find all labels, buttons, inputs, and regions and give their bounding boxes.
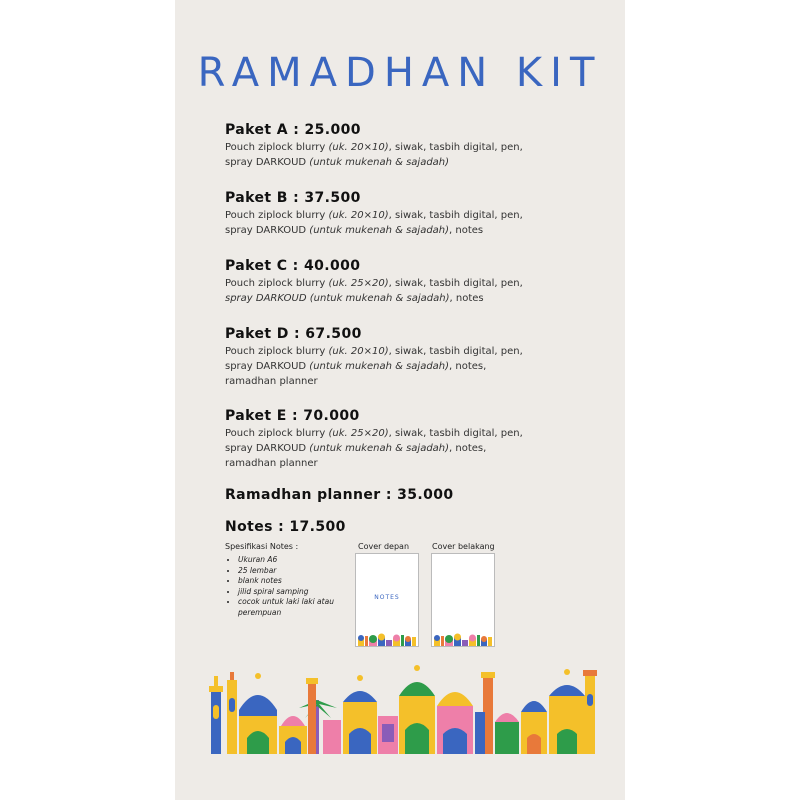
description-line <box>225 344 585 359</box>
notes-cover-text: NOTES <box>374 594 400 601</box>
package-b <box>225 190 585 238</box>
poster-title: RAMADHAN KIT <box>197 50 603 96</box>
description-text: (untuk mukenah & sajadah) <box>309 157 450 168</box>
description-text: , siwak, tasbih digital, pen, <box>388 428 523 439</box>
description-line <box>225 374 585 389</box>
package-description <box>225 208 585 238</box>
description-text: (untuk mukenah & sajadah) <box>309 443 450 454</box>
package-heading: Paket E : 70.000 <box>225 408 360 424</box>
description-text: (uk. 20×10) <box>328 142 389 153</box>
description-text: (uk. 20×10) <box>328 210 389 221</box>
spec-item: • cocok untuk laki laki atau perempuan <box>238 597 358 618</box>
description-line <box>225 223 585 238</box>
description-text: , notes <box>449 293 484 304</box>
description-line <box>225 359 585 374</box>
description-line <box>225 276 585 291</box>
description-text: , siwak, tasbih digital, pen, <box>388 278 523 289</box>
description-text: , siwak, tasbih digital, pen, <box>388 142 523 153</box>
description-line <box>225 426 585 441</box>
description-text: , notes <box>449 225 484 236</box>
package-heading: Paket C : 40.000 <box>225 258 361 274</box>
description-text: Pouch ziplock blurry <box>225 346 329 357</box>
description-text: (untuk mukenah & sajadah) <box>309 361 450 372</box>
description-text: Pouch ziplock blurry <box>225 428 329 439</box>
mini-mosque-skyline <box>432 630 494 646</box>
planner-price: Ramadhan planner : 35.000 <box>225 487 454 503</box>
mini-mosque-skyline <box>356 630 418 646</box>
package-d <box>225 326 585 389</box>
description-text: (uk. 20×10) <box>328 346 389 357</box>
notes-price: Notes : 17.500 <box>225 519 346 535</box>
notes-cover-front <box>355 553 419 647</box>
description-line <box>225 155 585 170</box>
description-line <box>225 208 585 223</box>
package-description <box>225 276 585 306</box>
spec-item: • 25 lembar <box>238 566 358 577</box>
description-text: , notes, <box>449 443 487 454</box>
description-text: (uk. 25×20) <box>328 428 389 439</box>
package-description <box>225 426 585 471</box>
package-description <box>225 140 585 170</box>
description-text: ramadhan planner <box>225 376 318 387</box>
cover-front-label: Cover depan <box>358 542 410 551</box>
poster <box>175 0 625 800</box>
package-c <box>225 258 585 306</box>
spec-item: • Ukuran A6 <box>238 555 358 566</box>
description-text: spray DARKOUD (untuk mukenah & sajadah) <box>225 293 450 304</box>
package-heading: Paket D : 67.500 <box>225 326 362 342</box>
description-text: spray DARKOUD <box>225 443 310 454</box>
description-text: Pouch ziplock blurry <box>225 278 329 289</box>
description-text: spray DARKOUD <box>225 225 310 236</box>
spec-item: • jilid spiral samping <box>238 587 358 598</box>
cover-back-label: Cover belakang <box>432 542 495 551</box>
spec-item: • blank notes <box>238 576 358 587</box>
description-text: Pouch ziplock blurry <box>225 210 329 221</box>
description-text: , siwak, tasbih digital, pen, <box>388 346 523 357</box>
notes-cover-back <box>431 553 495 647</box>
description-text: spray DARKOUD <box>225 361 310 372</box>
package-heading: Paket B : 37.500 <box>225 190 361 206</box>
description-text: , siwak, tasbih digital, pen, <box>388 210 523 221</box>
description-text: spray DARKOUD <box>225 157 310 168</box>
package-e <box>225 408 585 471</box>
description-text: (uk. 25×20) <box>328 278 389 289</box>
package-description <box>225 344 585 389</box>
notes-spec-title: Spesifikasi Notes : <box>225 542 299 551</box>
description-line <box>225 441 585 456</box>
description-line <box>225 456 585 471</box>
description-text: Pouch ziplock blurry <box>225 142 329 153</box>
description-line <box>225 140 585 155</box>
package-a <box>225 122 585 170</box>
package-heading: Paket A : 25.000 <box>225 122 361 138</box>
description-text: ramadhan planner <box>225 458 318 469</box>
notes-spec-list <box>228 555 358 618</box>
description-line <box>225 291 585 306</box>
description-text: (untuk mukenah & sajadah) <box>309 225 450 236</box>
mosque-skyline-illustration <box>175 660 625 760</box>
description-text: , notes, <box>449 361 487 372</box>
